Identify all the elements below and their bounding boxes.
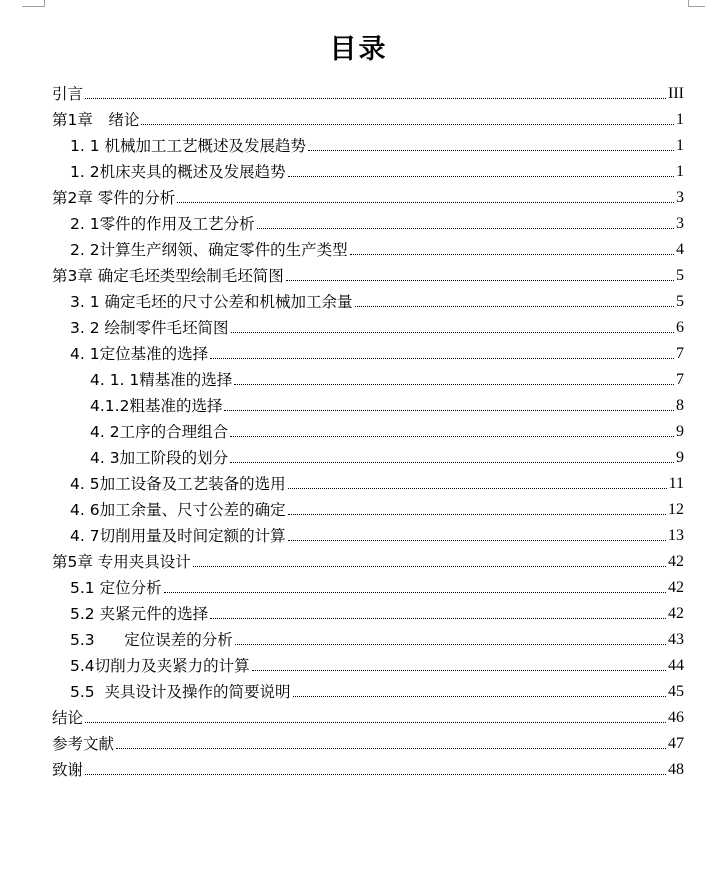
toc-entry-label: 2. 1零件的作用及工艺分析: [70, 215, 255, 233]
toc-entry-page: 1: [676, 137, 684, 154]
toc-entry-label: 3. 2 绘制零件毛坯简图: [70, 319, 229, 337]
toc-title: 目录: [329, 34, 388, 65]
toc-entry-label: 4. 2工序的合理组合: [90, 423, 229, 441]
toc-entry-page: 11: [668, 475, 684, 492]
toc-entry[interactable]: [90, 444, 684, 468]
toc-entry[interactable]: [90, 418, 684, 442]
toc-entry-page: 42: [668, 553, 684, 570]
toc-leader: [230, 436, 674, 437]
toc-entry-label: 第2章 零件的分析: [52, 189, 176, 207]
toc-leader: [293, 696, 666, 697]
toc-entry[interactable]: [70, 522, 684, 546]
toc-entry-page: 8: [676, 397, 684, 414]
toc-entry-label: 4. 3加工阶段的划分: [90, 449, 229, 467]
toc-leader: [286, 280, 674, 281]
toc-entry[interactable]: [52, 548, 684, 572]
toc-entry-label: 3. 1 确定毛坯的尺寸公差和机械加工余量: [70, 293, 353, 311]
toc-entry-page: 4: [676, 241, 684, 258]
toc-leader: [234, 384, 674, 385]
toc-entry[interactable]: [70, 496, 684, 520]
toc-entry[interactable]: [52, 80, 684, 104]
toc-entry-label: 4. 5加工设备及工艺装备的选用: [70, 475, 286, 493]
toc-entry[interactable]: [70, 626, 684, 650]
toc-leader: [210, 618, 666, 619]
toc-entry[interactable]: [52, 704, 684, 728]
toc-leader: [116, 748, 666, 749]
toc-leader: [288, 176, 674, 177]
toc-entry-label: 2. 2计算生产纲领、确定零件的生产类型: [70, 241, 348, 259]
toc-entry-page: 3: [676, 215, 684, 232]
toc-entry[interactable]: [70, 288, 684, 312]
toc-entry-page: 3: [676, 189, 684, 206]
toc-entry-page: 46: [668, 709, 684, 726]
toc-entry-page: 7: [676, 345, 684, 362]
toc-leader: [288, 540, 666, 541]
toc-entry[interactable]: [52, 106, 684, 130]
toc-leader: [350, 254, 674, 255]
toc-entry-label: 5.3 定位误差的分析: [70, 631, 233, 649]
toc-entry-label: 第5章 专用夹具设计: [52, 553, 191, 571]
toc-entry-page: III: [668, 85, 684, 102]
toc-entry[interactable]: [70, 132, 684, 156]
toc-entry-page: 13: [668, 527, 684, 544]
toc-entry-page: 9: [676, 449, 684, 466]
toc-entry-label: 第3章 确定毛坯类型绘制毛坯简图: [52, 267, 284, 285]
toc-entry[interactable]: [70, 678, 684, 702]
toc-entry[interactable]: [90, 366, 684, 390]
toc-entry-label: 1. 2机床夹具的概述及发展趋势: [70, 163, 286, 181]
toc-entry-page: 48: [668, 761, 684, 778]
toc-entry-page: 5: [676, 267, 684, 284]
toc-leader: [177, 202, 674, 203]
toc-leader: [355, 306, 674, 307]
toc-entry[interactable]: [70, 340, 684, 364]
toc-entry-page: 1: [676, 163, 684, 180]
toc-entry-label: 结论: [52, 709, 84, 727]
toc-entry-label: 4. 7切削用量及时间定额的计算: [70, 527, 286, 545]
page-corner-mark-left: [22, 0, 45, 7]
toc-entry-page: 47: [668, 735, 684, 752]
toc-leader: [235, 644, 666, 645]
toc-leader: [141, 124, 674, 125]
toc-leader: [85, 722, 666, 723]
toc-leader: [231, 332, 674, 333]
toc-entry[interactable]: [70, 652, 684, 676]
toc-entry[interactable]: [52, 756, 684, 780]
toc-entry-label: 5.1 定位分析: [70, 579, 162, 597]
toc-entry-page: 43: [668, 631, 684, 648]
toc-entry-page: 1: [676, 111, 684, 128]
toc-entry[interactable]: [70, 210, 684, 234]
toc-leader: [210, 358, 674, 359]
toc-entry-label: 4.1.2粗基准的选择: [90, 397, 223, 415]
toc-entry-label: 致谢: [52, 761, 84, 779]
toc-entry-page: 42: [668, 605, 684, 622]
toc-entry[interactable]: [90, 392, 684, 416]
toc-entry-page: 42: [668, 579, 684, 596]
toc-entry-page: 45: [668, 683, 684, 700]
toc-entry-label: 参考文献: [52, 735, 115, 753]
toc-leader: [85, 774, 666, 775]
toc-entry[interactable]: [70, 600, 684, 624]
toc-entry[interactable]: [70, 158, 684, 182]
toc-entry-page: 5: [676, 293, 684, 310]
toc-entry-label: 4. 1. 1精基准的选择: [90, 371, 233, 389]
toc-entry[interactable]: [70, 470, 684, 494]
page-corner-mark-right: [688, 0, 705, 7]
toc-entry-label: 5.4切削力及夹紧力的计算: [70, 657, 250, 675]
toc-entry-label: 5.5 夹具设计及操作的简要说明: [70, 683, 291, 701]
toc-entry-label: 4. 1定位基准的选择: [70, 345, 209, 363]
toc-entry-label: 4. 6加工余量、尺寸公差的确定: [70, 501, 286, 519]
toc-leader: [288, 488, 667, 489]
toc-leader: [164, 592, 666, 593]
toc-leader: [288, 514, 666, 515]
toc-entry-page: 7: [676, 371, 684, 388]
toc-entry-page: 9: [676, 423, 684, 440]
toc-entry[interactable]: [70, 314, 684, 338]
toc-entry-page: 6: [676, 319, 684, 336]
toc-entry[interactable]: [70, 574, 684, 598]
toc-entry-label: 5.2 夹紧元件的选择: [70, 605, 209, 623]
toc-leader: [308, 150, 674, 151]
toc-leader: [257, 228, 674, 229]
toc-entry[interactable]: [70, 236, 684, 260]
toc-leader: [252, 670, 666, 671]
toc-entry-page: 44: [668, 657, 684, 674]
toc-leader: [193, 566, 666, 567]
toc-entry-label: 引言: [52, 85, 84, 103]
toc-entry-label: 1. 1 机械加工工艺概述及发展趋势: [70, 137, 307, 155]
toc-entry[interactable]: [52, 730, 684, 754]
toc-entry-label: 第1章 绪论: [52, 111, 140, 129]
toc-entry[interactable]: [52, 184, 684, 208]
toc-leader: [85, 98, 666, 99]
toc-leader: [230, 462, 674, 463]
toc-entry-page: 12: [668, 501, 684, 518]
toc-leader: [224, 410, 674, 411]
toc-entry[interactable]: [52, 262, 684, 286]
